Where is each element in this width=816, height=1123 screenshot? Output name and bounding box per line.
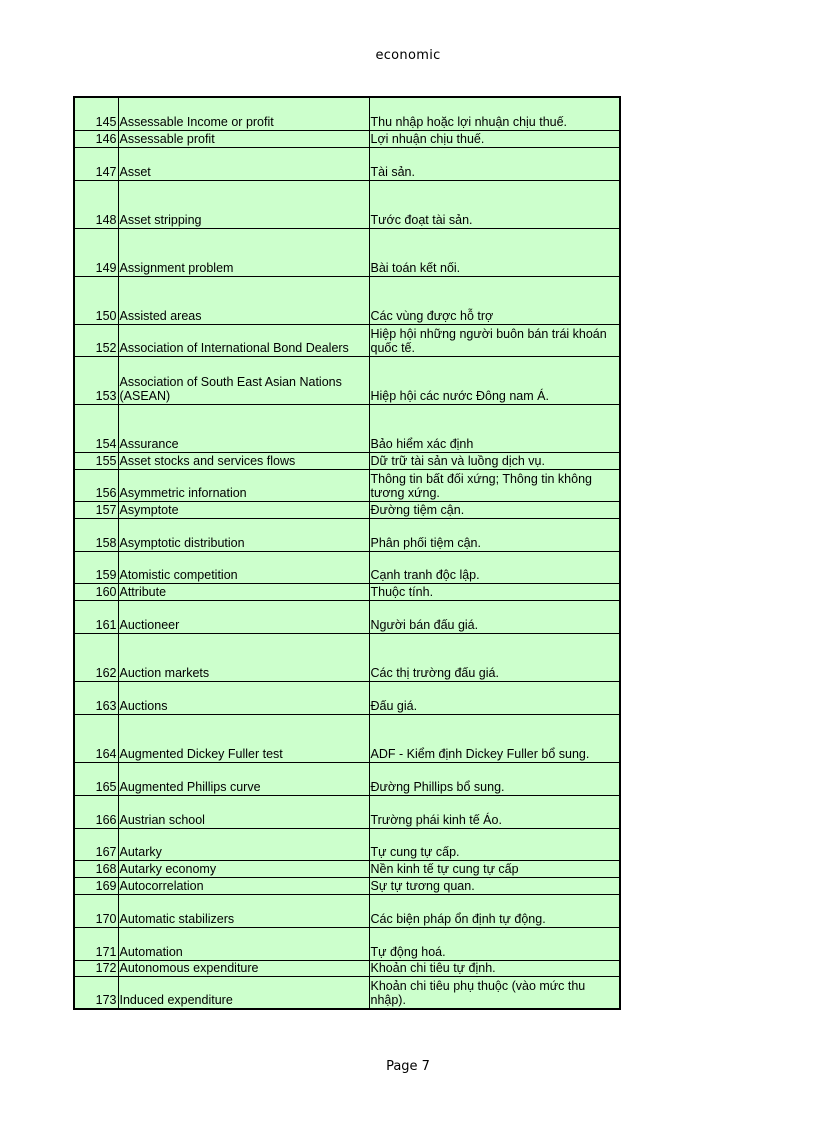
table-row (74, 228, 620, 276)
row-number: 166 (74, 795, 118, 828)
glossary-body (74, 97, 620, 1009)
table-row (74, 501, 620, 518)
table-row (74, 276, 620, 324)
table-row (74, 860, 620, 877)
row-number: 168 (74, 860, 118, 877)
row-number: 173 (74, 976, 118, 1009)
translation-cell: Thu nhập hoặc lợi nhuận chịu thuế. (369, 97, 620, 130)
translation-cell: Bài toán kết nối. (369, 228, 620, 276)
translation-cell: Tự động hoá. (369, 927, 620, 960)
term-cell: Auction markets (118, 633, 369, 681)
table-row (74, 976, 620, 1009)
translation-cell: Hiệp hội các nước Đông nam Á. (369, 356, 620, 404)
term-cell: Auctions (118, 681, 369, 714)
translation-cell: Trường phái kinh tế Áo. (369, 795, 620, 828)
term-cell: Autarky (118, 828, 369, 860)
row-number: 156 (74, 469, 118, 501)
page-footer: Page 7 (386, 1059, 430, 1074)
term-cell: Assignment problem (118, 228, 369, 276)
term-cell: Autonomous expenditure (118, 960, 369, 976)
translation-cell: Phân phối tiệm cận. (369, 518, 620, 551)
term-cell: Asymptotic distribution (118, 518, 369, 551)
translation-cell: Nền kinh tế tự cung tự cấp (369, 860, 620, 877)
table-row (74, 147, 620, 180)
translation-cell: Người bán đấu giá. (369, 600, 620, 633)
row-number: 172 (74, 960, 118, 976)
translation-cell: Cạnh tranh độc lập. (369, 551, 620, 583)
translation-cell: Tước đoạt tài sản. (369, 180, 620, 228)
row-number: 171 (74, 927, 118, 960)
table-row (74, 828, 620, 860)
row-number: 147 (74, 147, 118, 180)
table-row (74, 960, 620, 976)
page-header: economic (375, 48, 441, 63)
term-cell: Automatic stabilizers (118, 894, 369, 927)
row-number: 157 (74, 501, 118, 518)
term-cell: Auctioneer (118, 600, 369, 633)
row-number: 155 (74, 452, 118, 469)
term-cell: Austrian school (118, 795, 369, 828)
term-cell: Atomistic competition (118, 551, 369, 583)
table-row (74, 795, 620, 828)
term-cell: Assurance (118, 404, 369, 452)
translation-cell: Đấu giá. (369, 681, 620, 714)
row-number: 163 (74, 681, 118, 714)
row-number: 162 (74, 633, 118, 681)
table-row (74, 681, 620, 714)
table-row (74, 356, 620, 404)
row-number: 165 (74, 762, 118, 795)
term-cell: Association of International Bond Dealers (118, 324, 369, 356)
row-number: 170 (74, 894, 118, 927)
term-cell: Attribute (118, 583, 369, 600)
row-number: 145 (74, 97, 118, 130)
table-row (74, 714, 620, 762)
table-row (74, 324, 620, 356)
table-row (74, 894, 620, 927)
row-number: 150 (74, 276, 118, 324)
row-number: 148 (74, 180, 118, 228)
table-row (74, 518, 620, 551)
term-cell: Asymptote (118, 501, 369, 518)
translation-cell: Lợi nhuận chịu thuế. (369, 130, 620, 147)
term-cell: Asymmetric infornation (118, 469, 369, 501)
row-number: 159 (74, 551, 118, 583)
term-cell: Automation (118, 927, 369, 960)
term-cell: Assessable Income or profit (118, 97, 369, 130)
row-number: 169 (74, 877, 118, 894)
term-cell: Asset stripping (118, 180, 369, 228)
translation-cell: Tự cung tự cấp. (369, 828, 620, 860)
row-number: 161 (74, 600, 118, 633)
table-row (74, 469, 620, 501)
table-row (74, 130, 620, 147)
table-row (74, 762, 620, 795)
translation-cell: Bảo hiểm xác định (369, 404, 620, 452)
table-row (74, 551, 620, 583)
translation-cell: Các vùng được hỗ trợ (369, 276, 620, 324)
translation-cell: ADF - Kiểm định Dickey Fuller bổ sung. (369, 714, 620, 762)
translation-cell: Thuộc tính. (369, 583, 620, 600)
term-cell: Assessable profit (118, 130, 369, 147)
row-number: 167 (74, 828, 118, 860)
row-number: 153 (74, 356, 118, 404)
translation-cell: Các biện pháp ổn định tự động. (369, 894, 620, 927)
table-row (74, 633, 620, 681)
translation-cell: Các thị trường đấu giá. (369, 633, 620, 681)
table-row (74, 180, 620, 228)
table-row (74, 452, 620, 469)
row-number: 158 (74, 518, 118, 551)
table-row (74, 927, 620, 960)
translation-cell: Hiệp hội những người buôn bán trái khoán quốc tế. (369, 324, 620, 356)
term-cell: Autarky economy (118, 860, 369, 877)
term-cell: Augmented Dickey Fuller test (118, 714, 369, 762)
glossary-table (73, 96, 621, 1010)
term-cell: Assisted areas (118, 276, 369, 324)
translation-cell: Dữ trữ tài sản và luồng dịch vụ. (369, 452, 620, 469)
row-number: 164 (74, 714, 118, 762)
term-cell: Augmented Phillips curve (118, 762, 369, 795)
term-cell: Association of South East Asian Nations (ASEAN) (118, 356, 369, 404)
translation-cell: Sự tự tương quan. (369, 877, 620, 894)
translation-cell: Khoản chi tiêu tự định. (369, 960, 620, 976)
term-cell: Asset (118, 147, 369, 180)
table-row (74, 600, 620, 633)
term-cell: Autocorrelation (118, 877, 369, 894)
table-row (74, 877, 620, 894)
table-row (74, 404, 620, 452)
row-number: 154 (74, 404, 118, 452)
translation-cell: Đường Phillips bổ sung. (369, 762, 620, 795)
table-row (74, 583, 620, 600)
translation-cell: Thông tin bất đối xứng; Thông tin không tương xứng. (369, 469, 620, 501)
table-row (74, 97, 620, 130)
row-number: 146 (74, 130, 118, 147)
row-number: 152 (74, 324, 118, 356)
translation-cell: Tài sản. (369, 147, 620, 180)
translation-cell: Khoản chi tiêu phụ thuộc (vào mức thu nhập). (369, 976, 620, 1009)
term-cell: Induced expenditure (118, 976, 369, 1009)
row-number: 149 (74, 228, 118, 276)
translation-cell: Đường tiệm cận. (369, 501, 620, 518)
row-number: 160 (74, 583, 118, 600)
term-cell: Asset stocks and services flows (118, 452, 369, 469)
